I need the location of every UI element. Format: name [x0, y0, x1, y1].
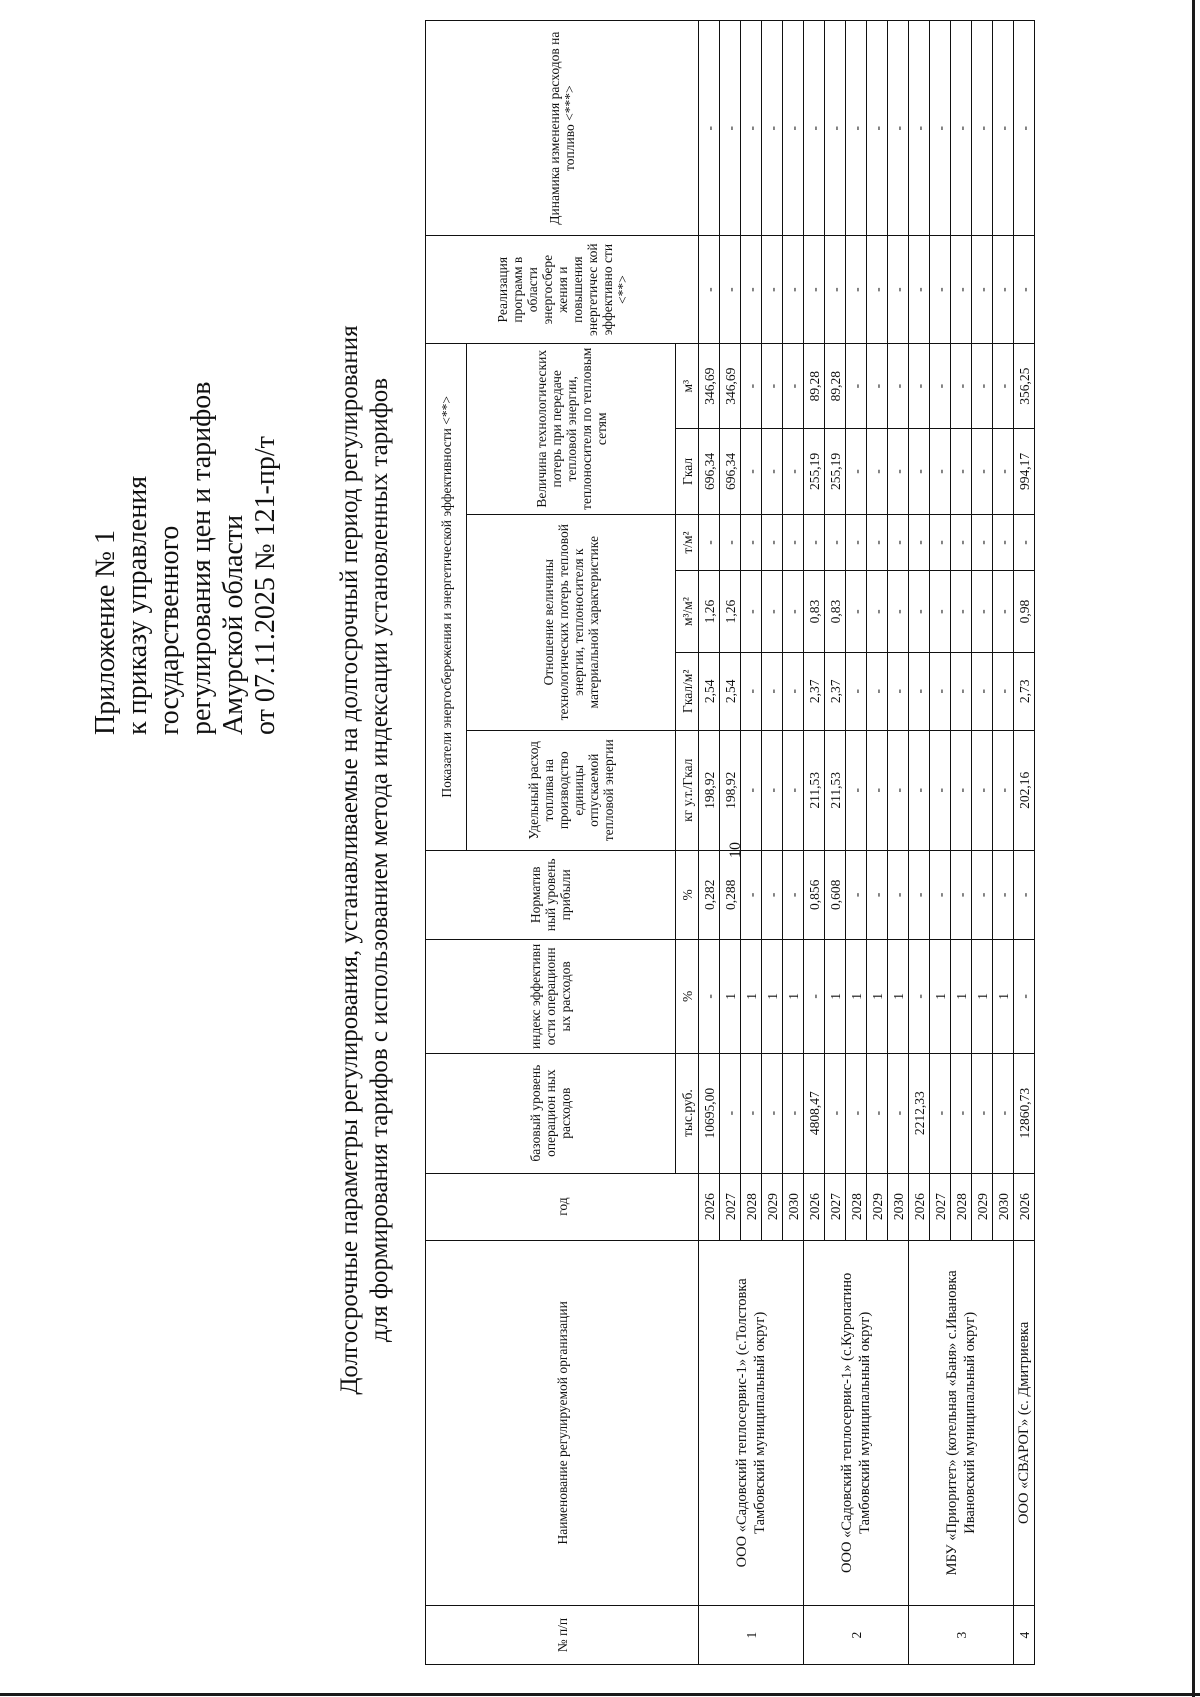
table-cell: - [909, 429, 930, 514]
table-cell: - [972, 21, 993, 236]
table-cell: - [972, 652, 993, 730]
table-cell: - [993, 730, 1014, 850]
annex-line: от 07.11.2025 № 121-пр/т [250, 436, 281, 735]
table-cell: - [867, 21, 888, 236]
table-cell: - [825, 21, 846, 236]
table-cell: 0,608 [825, 850, 846, 939]
table-cell: - [720, 1053, 741, 1173]
table-cell: - [951, 850, 972, 939]
table-cell: - [783, 429, 804, 514]
table-row [699, 21, 720, 1665]
table-cell: - [720, 514, 741, 571]
table-cell: - [741, 1053, 762, 1173]
header-num: № п/п [426, 1606, 699, 1665]
table-cell: - [993, 850, 1014, 939]
table-cell: - [888, 850, 909, 939]
table-cell: - [762, 514, 783, 571]
table-cell: - [930, 1053, 951, 1173]
table-cell: - [993, 21, 1014, 236]
page-number: 10 [727, 842, 744, 858]
org-number: 2 [804, 1606, 909, 1665]
table-cell: 2028 [951, 1173, 972, 1240]
table-cell: - [825, 1053, 846, 1173]
table-cell: - [846, 652, 867, 730]
table-cell: 346,69 [699, 343, 720, 428]
table-cell: - [867, 429, 888, 514]
org-name: ООО «Садовский теплосервис-1» (с.Толстовка Тамбовский муниципальный округ) [699, 1240, 804, 1606]
table-cell: - [909, 652, 930, 730]
table-cell: - [993, 236, 1014, 344]
table-cell: - [741, 571, 762, 652]
table-cell: - [762, 343, 783, 428]
table-cell: - [846, 571, 867, 652]
org-number: 1 [699, 1606, 804, 1665]
table-cell: 0,83 [825, 571, 846, 652]
table-cell: - [846, 429, 867, 514]
table-cell: - [930, 429, 951, 514]
table-cell: 356,25 [1014, 343, 1035, 428]
table-cell: - [762, 1053, 783, 1173]
annex-block [90, 215, 282, 735]
table-cell: 12860,73 [1014, 1053, 1035, 1173]
table-cell: - [783, 730, 804, 850]
table-cell: - [909, 571, 930, 652]
unit-index: % [676, 940, 699, 1054]
table-cell: - [951, 1053, 972, 1173]
table-cell: - [993, 1053, 1014, 1173]
table-cell: - [1014, 850, 1035, 939]
document-title [335, 210, 395, 1510]
table-cell: 2028 [846, 1173, 867, 1240]
table-body [699, 21, 1035, 1665]
header-fuel-rate: Удельный расход топлива на производство единицы отпускаемой тепловой энергии [467, 730, 676, 850]
table-cell: - [1014, 236, 1035, 344]
table-cell: 1,26 [720, 571, 741, 652]
unit-profit: % [676, 850, 699, 939]
table-cell: 2027 [825, 1173, 846, 1240]
table-cell: - [951, 514, 972, 571]
table-cell: - [867, 652, 888, 730]
table-cell: 2026 [909, 1173, 930, 1240]
header-energy-group: Показатели энергосбережения и энергетической эффективности <**> [426, 343, 467, 850]
unit-loss-m3: м³ [676, 343, 699, 428]
table-cell: 1 [867, 940, 888, 1054]
table-cell: 1 [720, 940, 741, 1054]
table-cell: - [783, 21, 804, 236]
table-cell: - [762, 21, 783, 236]
table-cell: 211,53 [825, 730, 846, 850]
table-cell: - [951, 652, 972, 730]
table-cell: - [846, 850, 867, 939]
table-cell: - [699, 514, 720, 571]
unit-ratio-gcal: Гкал/м² [676, 652, 699, 730]
table-cell: 198,92 [720, 730, 741, 850]
header-fuel-dynamics: Динамика изменения расходов на топливо <***> [426, 21, 699, 236]
table-cell: - [846, 236, 867, 344]
table-cell: - [972, 429, 993, 514]
rotated-page-content [0, 30, 1130, 1680]
annex-line: государственного [154, 525, 185, 735]
table-cell: - [783, 514, 804, 571]
table-cell: - [888, 730, 909, 850]
table-cell: - [972, 514, 993, 571]
table-cell: - [972, 730, 993, 850]
table-cell: 2,37 [825, 652, 846, 730]
header-base-opex: базовый уровень операцион ных расходов [426, 1053, 676, 1173]
title-line-2: для формирования тарифов с использованием метода индексации установленных тарифов [366, 377, 393, 1343]
table-cell: - [741, 514, 762, 571]
table-cell: 2,54 [720, 652, 741, 730]
table-cell: - [741, 429, 762, 514]
table-cell: - [825, 514, 846, 571]
table-cell: - [804, 236, 825, 344]
table-cell: 255,19 [825, 429, 846, 514]
table-cell: - [993, 343, 1014, 428]
table-cell: 255,19 [804, 429, 825, 514]
table-cell: 202,16 [1014, 730, 1035, 850]
table-cell: 1 [972, 940, 993, 1054]
table-cell: 2027 [930, 1173, 951, 1240]
table-cell: 0,856 [804, 850, 825, 939]
table-cell: - [930, 850, 951, 939]
table-cell: - [783, 571, 804, 652]
header-year: год [426, 1173, 699, 1240]
table-cell: 10695,00 [699, 1053, 720, 1173]
table-cell: 2029 [972, 1173, 993, 1240]
table-cell: - [972, 571, 993, 652]
table-cell: - [762, 236, 783, 344]
table-cell: 696,34 [720, 429, 741, 514]
table-cell: - [951, 730, 972, 850]
header-tech-losses: Величина технологических потерь при передаче тепловой энергии, теплоносителя по тепловым сетям [467, 343, 676, 514]
table-cell: - [846, 1053, 867, 1173]
table-cell: - [741, 343, 762, 428]
table-cell: 1 [762, 940, 783, 1054]
table-cell: - [972, 236, 993, 344]
table-cell: 1 [741, 940, 762, 1054]
table-cell: - [846, 21, 867, 236]
scan-edge-right [1192, 0, 1195, 1697]
org-number: 4 [1014, 1606, 1035, 1665]
table-cell: - [1014, 514, 1035, 571]
annex-line: регулирования цен и тарифов [186, 381, 217, 735]
table-cell: - [699, 21, 720, 236]
table-cell: - [720, 21, 741, 236]
table-cell: 1 [930, 940, 951, 1054]
table-cell: - [951, 21, 972, 236]
annex-line: к приказу управления [122, 475, 153, 735]
table-cell: - [867, 850, 888, 939]
table-cell: 2212,33 [909, 1053, 930, 1173]
table-cell: - [930, 236, 951, 344]
table-cell: - [804, 21, 825, 236]
table-cell: - [867, 343, 888, 428]
table-cell: - [951, 343, 972, 428]
table-cell: - [909, 850, 930, 939]
table-cell: - [951, 571, 972, 652]
table-cell: - [804, 940, 825, 1054]
table-cell: - [972, 850, 993, 939]
table-cell: - [993, 514, 1014, 571]
annex-line: Приложение № 1 [90, 530, 121, 735]
table-cell: - [909, 21, 930, 236]
table-cell: 2026 [699, 1173, 720, 1240]
table-cell: - [741, 652, 762, 730]
table-cell: - [741, 236, 762, 344]
table-cell: 2028 [741, 1173, 762, 1240]
table-cell: - [993, 652, 1014, 730]
table-cell: - [762, 730, 783, 850]
table-cell: - [930, 514, 951, 571]
table-cell: - [993, 429, 1014, 514]
table-cell: 2027 [720, 1173, 741, 1240]
header-org: Наименование регулируемой организации [426, 1240, 699, 1606]
table-cell: - [909, 514, 930, 571]
table-cell: 346,69 [720, 343, 741, 428]
table-cell: - [888, 652, 909, 730]
table-cell: - [720, 236, 741, 344]
table-cell: 198,92 [699, 730, 720, 850]
org-name: ООО «Садовский теплосервис-1» (с.Куропатино Тамбовский муниципальный округ) [804, 1240, 909, 1606]
scan-edge-bottom [0, 1693, 1200, 1696]
table-cell: 696,34 [699, 429, 720, 514]
table-cell: 1 [993, 940, 1014, 1054]
table-cell: - [741, 850, 762, 939]
table-cell: - [909, 940, 930, 1054]
table-cell: 2030 [993, 1173, 1014, 1240]
table-cell: - [993, 571, 1014, 652]
unit-ratio-t: т/м² [676, 514, 699, 571]
unit-fuel: кг у.т./Гкал [676, 730, 699, 850]
table-cell: 1 [846, 940, 867, 1054]
table-row [1014, 21, 1035, 1665]
table-cell: - [699, 940, 720, 1054]
table-cell: - [846, 514, 867, 571]
table-cell: - [888, 571, 909, 652]
table-cell: 1,26 [699, 571, 720, 652]
table-cell: 1 [825, 940, 846, 1054]
table-cell: 2,54 [699, 652, 720, 730]
table-cell: - [1014, 21, 1035, 236]
table-cell: - [825, 236, 846, 344]
org-name: МБУ «Приоритет» (котельная «Баня» с.Ивановка Ивановский муниципальный округ) [909, 1240, 1014, 1606]
table-cell: - [783, 1053, 804, 1173]
header-programs: Реализация программ в области энергосбере жения и повышения энергетичес кой эффективно сти <**> [426, 236, 699, 344]
table-cell: - [888, 343, 909, 428]
table-cell: - [804, 514, 825, 571]
table-cell: - [930, 343, 951, 428]
table-cell: - [762, 652, 783, 730]
table-cell: - [888, 236, 909, 344]
table-cell: 2026 [804, 1173, 825, 1240]
table-cell: 89,28 [825, 343, 846, 428]
table-cell: - [930, 21, 951, 236]
table-cell: - [867, 730, 888, 850]
table-cell: - [783, 236, 804, 344]
table-cell: - [867, 236, 888, 344]
table-cell: - [888, 1053, 909, 1173]
table-cell: 211,53 [804, 730, 825, 850]
unit-base: тыс.руб. [676, 1053, 699, 1173]
table-cell: - [909, 343, 930, 428]
table-cell: 2029 [867, 1173, 888, 1240]
table-cell: - [741, 21, 762, 236]
table-cell: 2,73 [1014, 652, 1035, 730]
parameters-table [425, 20, 1035, 1665]
table-cell: - [888, 21, 909, 236]
table-cell: 2030 [783, 1173, 804, 1240]
table-cell: - [846, 343, 867, 428]
table-cell: 0,83 [804, 571, 825, 652]
table-cell: - [699, 236, 720, 344]
table-cell: - [783, 652, 804, 730]
table-cell: 89,28 [804, 343, 825, 428]
table-cell: 2026 [1014, 1173, 1035, 1240]
table-cell: 1 [951, 940, 972, 1054]
unit-loss-gcal: Гкал [676, 429, 699, 514]
table-cell: - [867, 514, 888, 571]
header-profit: Норматив ный уровень прибыли [426, 850, 676, 939]
table-row [909, 21, 930, 1665]
table-cell: - [741, 730, 762, 850]
header-efficiency-index: индекс эффективн ости операционн ых расходов [426, 940, 676, 1054]
table-cell: - [783, 850, 804, 939]
table-cell: 994,17 [1014, 429, 1035, 514]
table-cell: - [846, 730, 867, 850]
table-cell: 0,282 [699, 850, 720, 939]
table-cell: - [888, 429, 909, 514]
table-cell: - [867, 1053, 888, 1173]
table-cell: - [972, 343, 993, 428]
table-cell: 4808,47 [804, 1053, 825, 1173]
table-cell: - [867, 571, 888, 652]
table-cell: 2,37 [804, 652, 825, 730]
table-cell: - [1014, 940, 1035, 1054]
table-cell: - [909, 236, 930, 344]
table-cell: - [930, 730, 951, 850]
org-number: 3 [909, 1606, 1014, 1665]
table-cell: - [762, 571, 783, 652]
org-name: ООО «СВАРОГ» (с. Дмитриевка [1014, 1240, 1035, 1606]
table-cell: 2029 [762, 1173, 783, 1240]
table-cell: - [951, 429, 972, 514]
table-cell: - [762, 850, 783, 939]
unit-ratio-m3: м³/м² [676, 571, 699, 652]
table-cell: 1 [888, 940, 909, 1054]
table-cell: 0,288 [720, 850, 741, 939]
table-cell: - [783, 343, 804, 428]
table-cell: 1 [783, 940, 804, 1054]
table-cell: - [909, 730, 930, 850]
table-cell: - [951, 236, 972, 344]
table-cell: - [972, 1053, 993, 1173]
annex-line: Амурской области [218, 514, 249, 735]
header-loss-ratio: Отношение величины технологических потерь тепловой энергии, теплоносителя к материальной характеристике [467, 514, 676, 730]
table-cell: 2030 [888, 1173, 909, 1240]
title-line-1: Долгосрочные параметры регулирования, устанавливаемые на долгосрочный период регулирования [336, 325, 363, 1395]
table-cell: - [930, 571, 951, 652]
table-row [804, 21, 825, 1665]
table-cell: - [930, 652, 951, 730]
table-cell: 0,98 [1014, 571, 1035, 652]
table-cell: - [888, 514, 909, 571]
table-cell: - [762, 429, 783, 514]
